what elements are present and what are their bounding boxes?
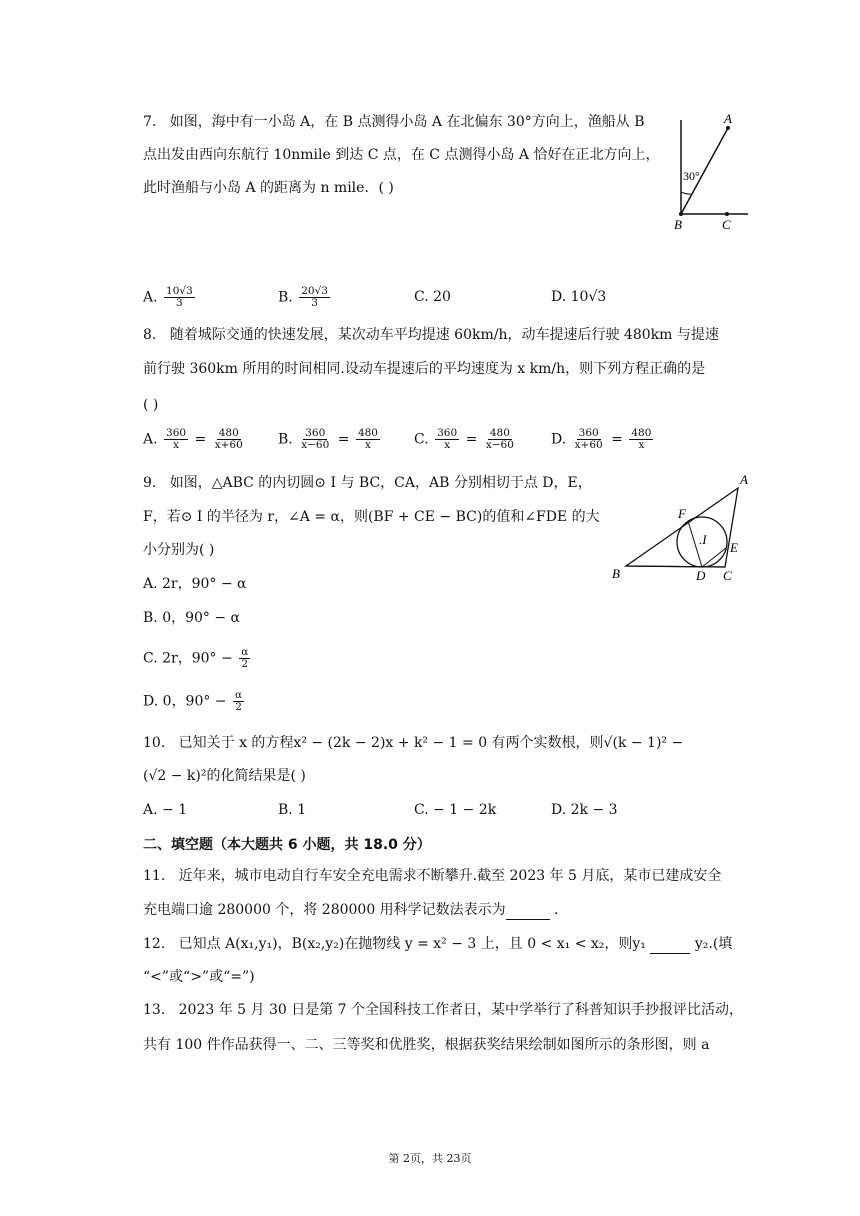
q9-option-c: C. 2r，90° − $\frac{\alpha}{2}$: [143, 646, 249, 670]
q9-option-a: A. 2r，90° − α: [143, 576, 247, 592]
q7-label-a: A: [724, 111, 732, 126]
q11-line-1: 11. 近年来，城市电动自行车安全充电需求不断攀升.截至 2023 年 5 月底，某市已建成安全: [143, 868, 722, 884]
q8-line-1: 8. 随着城际交通的快速发展，某次动车平均提速 60km/h，动车提速后行驶 480km 与提速: [143, 327, 719, 343]
q8-line-2: 前行驶 360km 所用的时间相同.设动车提速后的平均速度为 x km/h，则下列方程正确的是: [143, 361, 706, 377]
q9-label-a: A: [740, 472, 748, 487]
q13-line-2: 共有 100 件作品获得一、二、三等奖和优胜奖，根据获奖结果绘制如图所示的条形图，则 a: [143, 1037, 710, 1053]
q9-line-2: F，若⊙ I 的半径为 r，∠A = α，则(BF + CE − BC)的值和∠FDE 的大: [143, 509, 600, 525]
q7-line-2: 点出发由西向东航行 10nmile 到达 C 点，在 C 点测得小岛 A 恰好在正北方向上，: [143, 147, 660, 163]
q9-option-d: D. 0，90° − $\frac{\alpha}{2}$: [143, 689, 243, 713]
q7-line-3: 此时渔船与小岛 A 的距离为 n mile．( ): [143, 180, 394, 196]
q7-option-a: A. $\frac{10√3}{3}$: [143, 285, 193, 309]
q9-figure: [604, 470, 764, 588]
q8-line-3: ( ): [143, 397, 159, 413]
q10-line-1: 10. 已知关于 x 的方程x² − (2k − 2)x + k² − 1 = 0 有两个实数根，则√(k − 1)² −: [143, 735, 684, 751]
q9-label-i: .I: [699, 532, 707, 547]
q11-line-2: 充电端口逾 280000 个，将 280000 用科学记数法表示为 ．: [143, 902, 569, 918]
q12-line-2: “<”或“>”或“=”): [143, 969, 255, 985]
q7-angle-label: 30°: [683, 169, 700, 183]
q11-answer-blank[interactable]: [506, 901, 550, 920]
q7-option-d: D. 10√3: [551, 289, 607, 305]
q7-line-1: 7. 如图，海中有一小岛 A，在 B 点测得小岛 A 在北偏东 30°方向上，渔船从 B: [143, 114, 645, 130]
q10-option-c: C. − 1 − 2k: [414, 802, 497, 818]
q9-label-e: E: [730, 540, 738, 555]
q9-label-b: B: [612, 566, 620, 581]
q8-option-a: A. $\frac{360}{x}$ = $\frac{480}{x+60}$: [143, 427, 243, 451]
q7-label-c: C: [722, 217, 731, 232]
q9-label-c: C: [723, 568, 732, 583]
q9-line-3: 小分别为( ): [143, 542, 215, 558]
q10-option-a: A. − 1: [143, 802, 188, 818]
section-heading: 二、填空题（本大题共 6 小题，共 18.0 分）: [143, 837, 431, 853]
q10-option-d: D. 2k − 3: [551, 802, 618, 818]
q7-option-c: C. 20: [414, 289, 451, 305]
q9-label-d: D: [696, 568, 706, 583]
q7-label-b: B: [674, 217, 682, 232]
q9-label-f: F: [678, 506, 686, 521]
q12-answer-blank[interactable]: [650, 935, 690, 954]
q9-line-1: 9. 如图，△ABC 的内切圆⊙ I 与 BC，CA，AB 分别相切于点 D，E，: [143, 475, 592, 491]
q8-option-c: C. $\frac{360}{x}$ = $\frac{480}{x-60}$: [414, 427, 514, 451]
q10-line-2: (√2 − k)²的化简结果是( ): [143, 768, 306, 784]
q10-option-b: B. 1: [278, 802, 307, 818]
q8-option-d: D. $\frac{360}{x+60}$ = $\frac{480}{x}$: [551, 427, 652, 451]
q12-line-1: 12. 已知点 A(x₁,y₁)，B(x₂,y₂)在抛物线 y = x² − 3 上，且 0 < x₁ < x₂，则y₁ y₂.(填: [143, 936, 733, 952]
page-footer: 第 2页，共 23页: [388, 1152, 472, 1165]
q8-option-b: B. $\frac{360}{x-60}$ = $\frac{480}{x}$: [278, 427, 378, 451]
q7-figure: [668, 110, 758, 235]
q9-option-b: B. 0，90° − α: [143, 610, 241, 626]
q7-option-b: B. $\frac{20√3}{3}$: [278, 285, 328, 309]
q13-line-1: 13. 2023 年 5 月 30 日是第 7 个全国科技工作者日，某中学举行了科普知识手抄报评比活动，: [143, 1002, 744, 1018]
